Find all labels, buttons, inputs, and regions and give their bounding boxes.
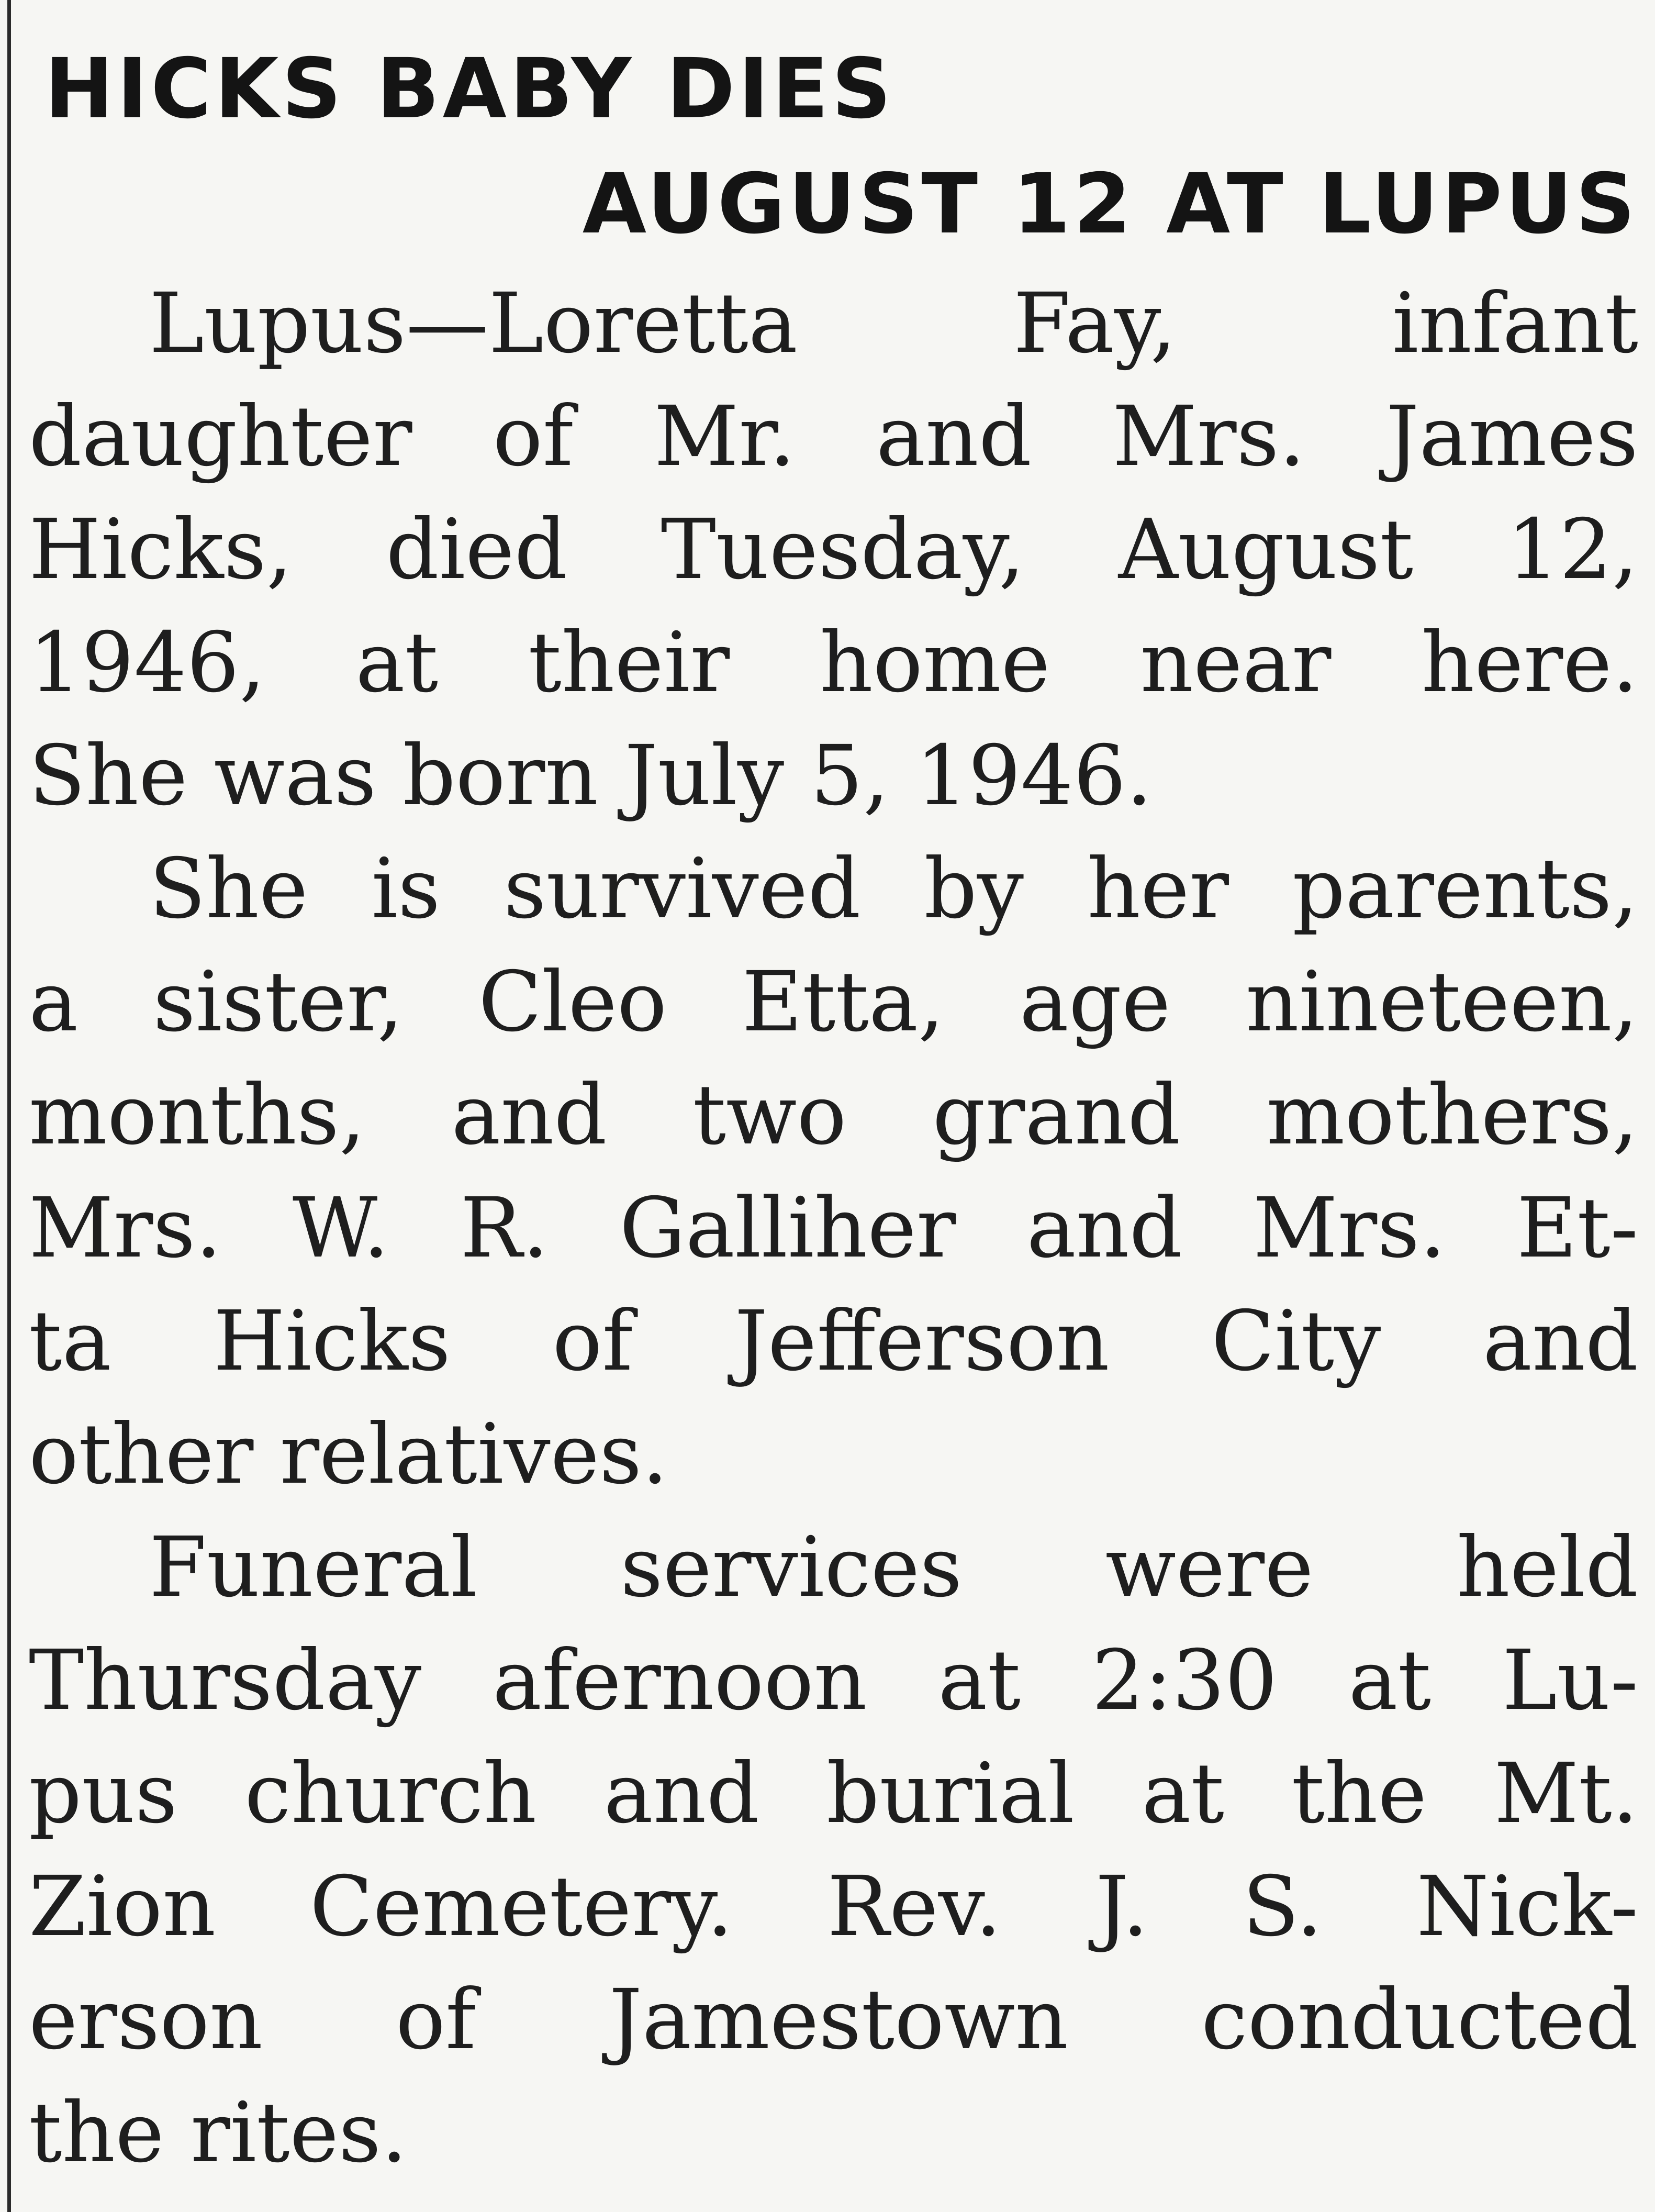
text-line: Hicks, died Tuesday, August 12, — [29, 502, 1638, 598]
text-line: daughter of Mr. and Mrs. James — [29, 388, 1638, 485]
text-line: 1946, at their home near here. — [29, 615, 1638, 711]
text-line: Lupus—Loretta Fay, infant — [149, 275, 1638, 372]
text-line: Mrs. W. R. Galliher and Mrs. Et- — [29, 1180, 1638, 1276]
text-line: Zion Cemetery. Rev. J. S. Nick- — [29, 1859, 1638, 1955]
paragraph-survivors — [29, 832, 1638, 1511]
text-line: Funeral services were held — [149, 1519, 1638, 1616]
text-line: She was born July 5, 1946. — [29, 728, 1153, 824]
headline-line-2: AUGUST 12 AT LUPUS — [582, 156, 1638, 252]
obituary-clipping — [29, 37, 1638, 2189]
text-line: pus church and burial at the Mt. — [29, 1746, 1638, 1842]
column-rule — [7, 0, 11, 2212]
text-line: other relatives. — [29, 1406, 668, 1503]
text-line: erson of Jamestown conducted — [29, 1972, 1638, 2068]
paragraph-death-notice — [29, 267, 1638, 832]
text-line: Thursday afernoon at 2:30 at Lu- — [29, 1632, 1638, 1729]
text-line: a sister, Cleo Etta, age nineteen, — [29, 954, 1638, 1050]
text-line: She is survived by her parents, — [149, 841, 1638, 937]
text-line: the rites. — [29, 2085, 408, 2181]
headline-line-1: HICKS BABY DIES — [44, 41, 894, 137]
text-line: months, and two grand mothers, — [29, 1067, 1638, 1163]
text-line: ta Hicks of Jefferson City and — [29, 1293, 1638, 1390]
paragraph-funeral-services — [29, 1511, 1638, 2189]
